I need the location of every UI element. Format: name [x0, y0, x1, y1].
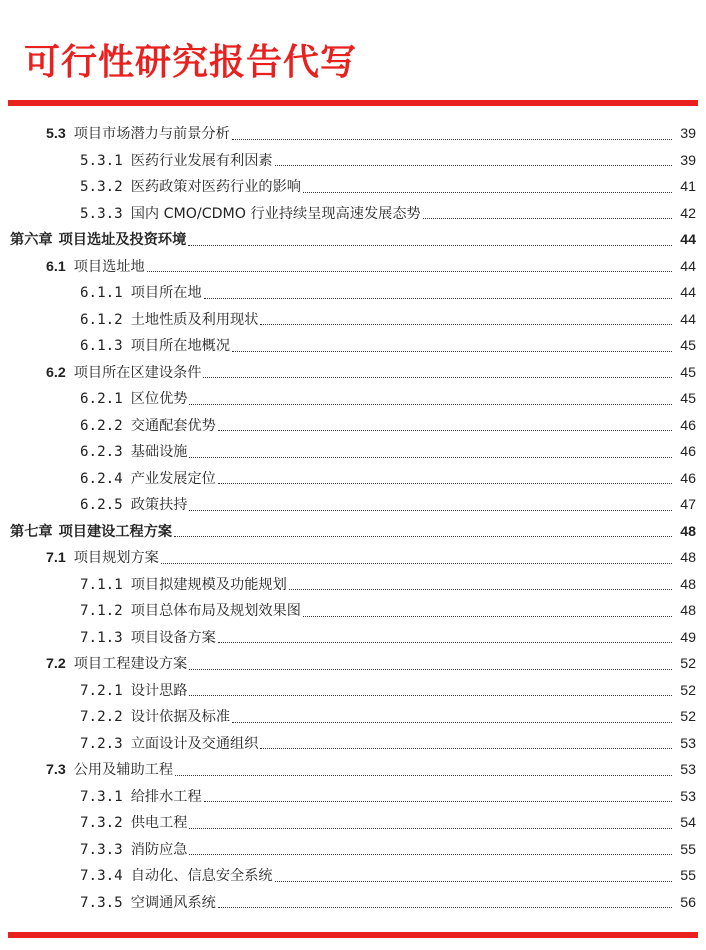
toc-section-entry[interactable]	[0, 121, 706, 148]
toc-page-number: 48	[680, 603, 696, 620]
toc-dot-leader	[275, 165, 672, 166]
toc-section-entry[interactable]	[0, 360, 706, 387]
toc-dot-leader	[189, 510, 672, 511]
toc-page-number: 44	[680, 285, 696, 302]
toc-dot-leader	[218, 483, 672, 484]
toc-subsection-entry[interactable]	[0, 280, 706, 307]
toc-dot-leader	[189, 854, 672, 855]
toc-entry-title: 设计依据及标准	[130, 709, 231, 726]
toc-subsection-entry[interactable]	[0, 439, 706, 466]
toc-entry-number: 6.2.4	[80, 470, 123, 487]
toc-page-number: 52	[680, 656, 696, 673]
toc-entry-number: 5.3.3	[80, 205, 123, 222]
toc-chapter-entry[interactable]	[0, 519, 706, 546]
toc-dot-leader	[189, 828, 672, 829]
toc-entry-number: 7.1	[46, 550, 66, 567]
toc-dot-leader	[423, 218, 672, 219]
page-title: 可行性研究报告代写	[24, 42, 358, 83]
toc-entry-number: 6.2.2	[80, 417, 123, 434]
toc-entry-title: 立面设计及交通组织	[130, 735, 259, 752]
toc-dot-leader	[147, 271, 672, 272]
toc-entry-number: 7.2	[46, 656, 66, 673]
toc-entry-title: 交通配套优势	[130, 417, 216, 434]
toc-entry-title: 产业发展定位	[130, 470, 216, 487]
toc-entry-number: 7.3.2	[80, 815, 123, 832]
toc-subsection-entry[interactable]	[0, 625, 706, 652]
toc-subsection-entry[interactable]	[0, 863, 706, 890]
toc-page-number: 44	[680, 232, 696, 249]
toc-entry-number: 7.3	[46, 762, 66, 779]
toc-entry-title: 项目规划方案	[73, 550, 159, 567]
toc-entry-number: 6.1.2	[80, 311, 123, 328]
toc-entry-title: 公用及辅助工程	[73, 762, 174, 779]
toc-entry-number: 7.3.1	[80, 788, 123, 805]
toc-entry-number: 7.3.4	[80, 868, 123, 885]
toc-entry-number: 6.1.3	[80, 338, 123, 355]
toc-page-number: 44	[680, 258, 696, 275]
toc-dot-leader	[303, 192, 672, 193]
toc-entry-number: 6.2.1	[80, 391, 123, 408]
toc-section-entry[interactable]	[0, 254, 706, 281]
toc-page-number: 41	[680, 179, 696, 196]
toc-entry-title: 项目选址及投资环境	[58, 232, 187, 249]
toc-page-number: 46	[680, 444, 696, 461]
toc-subsection-entry[interactable]	[0, 174, 706, 201]
toc-subsection-entry[interactable]	[0, 704, 706, 731]
toc-entry-number: 5.3.1	[80, 152, 123, 169]
toc-dot-leader	[189, 457, 672, 458]
toc-subsection-entry[interactable]	[0, 386, 706, 413]
toc-chapter-entry[interactable]	[0, 227, 706, 254]
toc-subsection-entry[interactable]	[0, 784, 706, 811]
toc-page-number: 44	[680, 311, 696, 328]
toc-section-entry[interactable]	[0, 757, 706, 784]
toc-subsection-entry[interactable]	[0, 572, 706, 599]
toc-dot-leader	[275, 881, 672, 882]
toc-subsection-entry[interactable]	[0, 201, 706, 228]
toc-entry-number: 6.2.3	[80, 444, 123, 461]
toc-page-number: 48	[680, 550, 696, 567]
toc-entry-title: 自动化、信息安全系统	[130, 868, 273, 885]
toc-entry-number: 6.2	[46, 364, 66, 381]
toc-page-number: 48	[680, 523, 696, 540]
toc-entry-title: 空调通风系统	[130, 894, 216, 911]
toc-entry-title: 区位优势	[130, 391, 188, 408]
toc-entry-number: 7.2.2	[80, 709, 123, 726]
toc-entry-title: 项目市场潜力与前景分析	[73, 126, 230, 143]
toc-page-number: 39	[680, 126, 696, 143]
toc-page-number: 53	[680, 762, 696, 779]
toc-subsection-entry[interactable]	[0, 890, 706, 917]
toc-entry-title: 国内 CMO/CDMO 行业持续呈现高速发展态势	[130, 205, 421, 222]
toc-page-number: 46	[680, 470, 696, 487]
toc-dot-leader	[232, 722, 672, 723]
toc-dot-leader	[232, 351, 672, 352]
toc-entry-number: 5.3.2	[80, 179, 123, 196]
toc-page-number: 45	[680, 338, 696, 355]
toc-dot-leader	[189, 404, 672, 405]
toc-entry-number: 6.1	[46, 258, 66, 275]
toc-section-entry[interactable]	[0, 651, 706, 678]
toc-page-number: 56	[680, 894, 696, 911]
toc-page-number: 48	[680, 576, 696, 593]
toc-dot-leader	[174, 536, 672, 537]
toc-entry-number: 7.2.1	[80, 682, 123, 699]
toc-entry-number: 7.3.5	[80, 894, 123, 911]
toc-page-number: 45	[680, 391, 696, 408]
toc-dot-leader	[189, 669, 672, 670]
toc-page-number: 53	[680, 735, 696, 752]
toc-entry-title: 消防应急	[130, 841, 188, 858]
table-of-contents	[0, 121, 706, 916]
toc-dot-leader	[204, 298, 672, 299]
toc-entry-number: 第六章	[10, 232, 53, 249]
toc-page-number: 53	[680, 788, 696, 805]
toc-entry-title: 项目建设工程方案	[58, 523, 173, 540]
toc-subsection-entry[interactable]	[0, 492, 706, 519]
toc-page-number: 47	[680, 497, 696, 514]
toc-entry-number: 5.3	[46, 126, 66, 143]
toc-entry-title: 土地性质及利用现状	[130, 311, 259, 328]
toc-subsection-entry[interactable]	[0, 731, 706, 758]
toc-page-number: 55	[680, 841, 696, 858]
header-divider	[8, 100, 698, 106]
toc-entry-title: 项目工程建设方案	[73, 656, 188, 673]
footer-divider	[8, 932, 698, 938]
toc-page-number: 45	[680, 364, 696, 381]
toc-entry-title: 项目设备方案	[130, 629, 216, 646]
toc-dot-leader	[204, 801, 672, 802]
toc-dot-leader	[260, 748, 672, 749]
toc-entry-title: 设计思路	[130, 682, 188, 699]
toc-entry-number: 7.1.2	[80, 603, 123, 620]
toc-entry-number: 7.3.3	[80, 841, 123, 858]
toc-subsection-entry[interactable]	[0, 598, 706, 625]
toc-subsection-entry[interactable]	[0, 307, 706, 334]
toc-subsection-entry[interactable]	[0, 148, 706, 175]
toc-entry-title: 项目总体布局及规划效果图	[130, 603, 301, 620]
toc-entry-number: 7.1.1	[80, 576, 123, 593]
toc-entry-number: 第七章	[10, 523, 53, 540]
toc-entry-number: 7.1.3	[80, 629, 123, 646]
toc-dot-leader	[203, 377, 672, 378]
toc-entry-number: 6.2.5	[80, 497, 123, 514]
toc-entry-title: 医药行业发展有利因素	[130, 152, 273, 169]
toc-entry-title: 政策扶持	[130, 497, 188, 514]
toc-page-number: 42	[680, 205, 696, 222]
toc-subsection-entry[interactable]	[0, 466, 706, 493]
toc-subsection-entry[interactable]	[0, 810, 706, 837]
toc-page-number: 55	[680, 868, 696, 885]
toc-entry-title: 基础设施	[130, 444, 188, 461]
toc-dot-leader	[218, 642, 672, 643]
toc-entry-number: 6.1.1	[80, 285, 123, 302]
toc-subsection-entry[interactable]	[0, 333, 706, 360]
toc-dot-leader	[260, 324, 672, 325]
toc-page-number: 54	[680, 815, 696, 832]
toc-entry-title: 项目选址地	[73, 258, 145, 275]
toc-entry-title: 供电工程	[130, 815, 188, 832]
toc-page-number: 46	[680, 417, 696, 434]
toc-entry-title: 项目所在地概况	[130, 338, 231, 355]
toc-page-number: 52	[680, 709, 696, 726]
toc-subsection-entry[interactable]	[0, 837, 706, 864]
toc-dot-leader	[188, 245, 672, 246]
toc-page-number: 39	[680, 152, 696, 169]
toc-page-number: 52	[680, 682, 696, 699]
toc-entry-title: 项目所在区建设条件	[73, 364, 202, 381]
toc-dot-leader	[218, 907, 672, 908]
toc-page-number: 49	[680, 629, 696, 646]
toc-subsection-entry[interactable]	[0, 413, 706, 440]
toc-dot-leader	[161, 563, 672, 564]
toc-section-entry[interactable]	[0, 545, 706, 572]
toc-dot-leader	[189, 695, 672, 696]
toc-entry-title: 医药政策对医药行业的影响	[130, 179, 301, 196]
toc-dot-leader	[303, 616, 672, 617]
toc-dot-leader	[289, 589, 672, 590]
toc-subsection-entry[interactable]	[0, 678, 706, 705]
toc-dot-leader	[232, 139, 672, 140]
toc-dot-leader	[218, 430, 672, 431]
toc-dot-leader	[175, 775, 672, 776]
toc-entry-title: 项目拟建规模及功能规划	[130, 576, 287, 593]
toc-entry-number: 7.2.3	[80, 735, 123, 752]
toc-entry-title: 给排水工程	[130, 788, 202, 805]
toc-entry-title: 项目所在地	[130, 285, 202, 302]
